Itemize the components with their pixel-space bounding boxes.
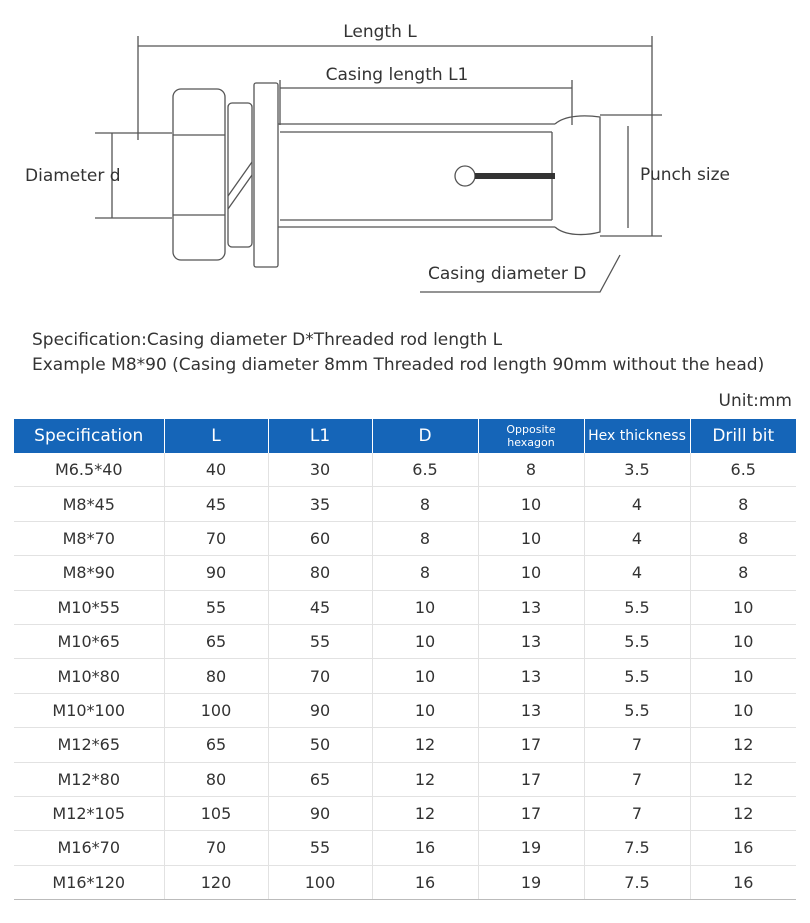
cell-l: 105 bbox=[164, 796, 268, 830]
table-row bbox=[14, 693, 796, 727]
cell-drill-bit: 12 bbox=[690, 796, 796, 830]
cell-drill-bit: 12 bbox=[690, 728, 796, 762]
cell-l: 90 bbox=[164, 556, 268, 590]
cell-opposite-hexagon: 8 bbox=[478, 453, 584, 487]
cell-l1: 90 bbox=[268, 796, 372, 830]
cell-l1: 90 bbox=[268, 693, 372, 727]
cell-d: 8 bbox=[372, 487, 478, 521]
cell-opposite-hexagon: 10 bbox=[478, 521, 584, 555]
cell-hex-thickness: 7.5 bbox=[584, 831, 690, 865]
cell-l: 55 bbox=[164, 590, 268, 624]
cell-l1: 55 bbox=[268, 831, 372, 865]
header-l: L bbox=[164, 419, 268, 453]
cell-specification: M6.5*40 bbox=[14, 453, 164, 487]
table-row bbox=[14, 624, 796, 658]
cell-d: 16 bbox=[372, 865, 478, 899]
cell-d: 10 bbox=[372, 693, 478, 727]
cell-opposite-hexagon: 19 bbox=[478, 865, 584, 899]
cell-specification: M16*70 bbox=[14, 831, 164, 865]
cell-drill-bit: 8 bbox=[690, 521, 796, 555]
cell-opposite-hexagon: 17 bbox=[478, 762, 584, 796]
cell-opposite-hexagon: 13 bbox=[478, 624, 584, 658]
cell-d: 10 bbox=[372, 659, 478, 693]
cell-l1: 55 bbox=[268, 624, 372, 658]
header-l1: L1 bbox=[268, 419, 372, 453]
header-hex-thickness: Hex thickness bbox=[584, 419, 690, 453]
cell-hex-thickness: 3.5 bbox=[584, 453, 690, 487]
casing-diameter-label: Casing diameter D bbox=[428, 264, 587, 284]
cell-specification: M8*45 bbox=[14, 487, 164, 521]
cell-hex-thickness: 5.5 bbox=[584, 693, 690, 727]
cell-hex-thickness: 7 bbox=[584, 796, 690, 830]
header-drill-bit: Drill bit bbox=[690, 419, 796, 453]
cell-d: 8 bbox=[372, 521, 478, 555]
anchor-bolt-diagram bbox=[0, 0, 810, 300]
cell-d: 12 bbox=[372, 762, 478, 796]
cell-l: 120 bbox=[164, 865, 268, 899]
cell-specification: M12*80 bbox=[14, 762, 164, 796]
cell-l1: 30 bbox=[268, 453, 372, 487]
cell-l1: 80 bbox=[268, 556, 372, 590]
cell-l1: 35 bbox=[268, 487, 372, 521]
cell-l: 65 bbox=[164, 728, 268, 762]
cell-drill-bit: 10 bbox=[690, 659, 796, 693]
header-specification: Specification bbox=[14, 419, 164, 453]
cell-drill-bit: 8 bbox=[690, 487, 796, 521]
cell-specification: M8*70 bbox=[14, 521, 164, 555]
table-row bbox=[14, 487, 796, 521]
cell-drill-bit: 16 bbox=[690, 865, 796, 899]
cell-opposite-hexagon: 10 bbox=[478, 487, 584, 521]
cell-l1: 65 bbox=[268, 762, 372, 796]
table-row bbox=[14, 590, 796, 624]
cell-hex-thickness: 5.5 bbox=[584, 659, 690, 693]
cell-d: 16 bbox=[372, 831, 478, 865]
cell-specification: M10*55 bbox=[14, 590, 164, 624]
cell-l1: 45 bbox=[268, 590, 372, 624]
cell-opposite-hexagon: 17 bbox=[478, 728, 584, 762]
cell-l: 70 bbox=[164, 521, 268, 555]
cell-l: 65 bbox=[164, 624, 268, 658]
unit-label: Unit:mm bbox=[718, 391, 792, 411]
cell-drill-bit: 10 bbox=[690, 624, 796, 658]
cell-drill-bit: 6.5 bbox=[690, 453, 796, 487]
cell-d: 10 bbox=[372, 624, 478, 658]
table-row bbox=[14, 728, 796, 762]
cell-drill-bit: 16 bbox=[690, 831, 796, 865]
table-row bbox=[14, 762, 796, 796]
table-header-row bbox=[14, 419, 796, 453]
cell-l1: 60 bbox=[268, 521, 372, 555]
cell-l: 45 bbox=[164, 487, 268, 521]
cell-specification: M12*65 bbox=[14, 728, 164, 762]
spec-description: Specification:Casing diameter D*Threaded rod length L bbox=[32, 330, 503, 350]
table-row bbox=[14, 831, 796, 865]
cell-d: 8 bbox=[372, 556, 478, 590]
cell-l1: 70 bbox=[268, 659, 372, 693]
cell-l: 70 bbox=[164, 831, 268, 865]
table-row bbox=[14, 521, 796, 555]
spec-table bbox=[14, 419, 796, 900]
cell-hex-thickness: 5.5 bbox=[584, 624, 690, 658]
table-row bbox=[14, 453, 796, 487]
punch-size-label: Punch size bbox=[640, 165, 730, 185]
cell-drill-bit: 10 bbox=[690, 693, 796, 727]
cell-hex-thickness: 4 bbox=[584, 487, 690, 521]
cell-drill-bit: 8 bbox=[690, 556, 796, 590]
cell-hex-thickness: 7 bbox=[584, 728, 690, 762]
table-row bbox=[14, 659, 796, 693]
diameter-label: Diameter d bbox=[25, 166, 121, 186]
cell-opposite-hexagon: 10 bbox=[478, 556, 584, 590]
length-label: Length L bbox=[343, 22, 417, 42]
cell-opposite-hexagon: 13 bbox=[478, 590, 584, 624]
cell-drill-bit: 12 bbox=[690, 762, 796, 796]
cell-l1: 50 bbox=[268, 728, 372, 762]
cell-d: 12 bbox=[372, 728, 478, 762]
cell-d: 6.5 bbox=[372, 453, 478, 487]
spec-example: Example M8*90 (Casing diameter 8mm Threaded rod length 90mm without the head) bbox=[32, 355, 765, 375]
table-row bbox=[14, 865, 796, 899]
cell-l: 40 bbox=[164, 453, 268, 487]
cell-specification: M10*100 bbox=[14, 693, 164, 727]
header-opposite-hexagon: Opposite hexagon bbox=[478, 419, 584, 453]
cell-hex-thickness: 4 bbox=[584, 521, 690, 555]
cell-drill-bit: 10 bbox=[690, 590, 796, 624]
cell-l1: 100 bbox=[268, 865, 372, 899]
cell-hex-thickness: 7.5 bbox=[584, 865, 690, 899]
cell-hex-thickness: 5.5 bbox=[584, 590, 690, 624]
cell-hex-thickness: 7 bbox=[584, 762, 690, 796]
cell-l: 80 bbox=[164, 659, 268, 693]
cell-hex-thickness: 4 bbox=[584, 556, 690, 590]
cell-opposite-hexagon: 13 bbox=[478, 693, 584, 727]
cell-opposite-hexagon: 19 bbox=[478, 831, 584, 865]
cell-specification: M8*90 bbox=[14, 556, 164, 590]
casing-length-label: Casing length L1 bbox=[325, 65, 469, 85]
cell-l: 100 bbox=[164, 693, 268, 727]
cell-specification: M10*65 bbox=[14, 624, 164, 658]
header-d: D bbox=[372, 419, 478, 453]
table-row bbox=[14, 556, 796, 590]
cell-opposite-hexagon: 17 bbox=[478, 796, 584, 830]
cell-specification: M12*105 bbox=[14, 796, 164, 830]
cell-d: 12 bbox=[372, 796, 478, 830]
cell-specification: M16*120 bbox=[14, 865, 164, 899]
cell-opposite-hexagon: 13 bbox=[478, 659, 584, 693]
table-row bbox=[14, 796, 796, 830]
cell-specification: M10*80 bbox=[14, 659, 164, 693]
cell-d: 10 bbox=[372, 590, 478, 624]
cell-l: 80 bbox=[164, 762, 268, 796]
